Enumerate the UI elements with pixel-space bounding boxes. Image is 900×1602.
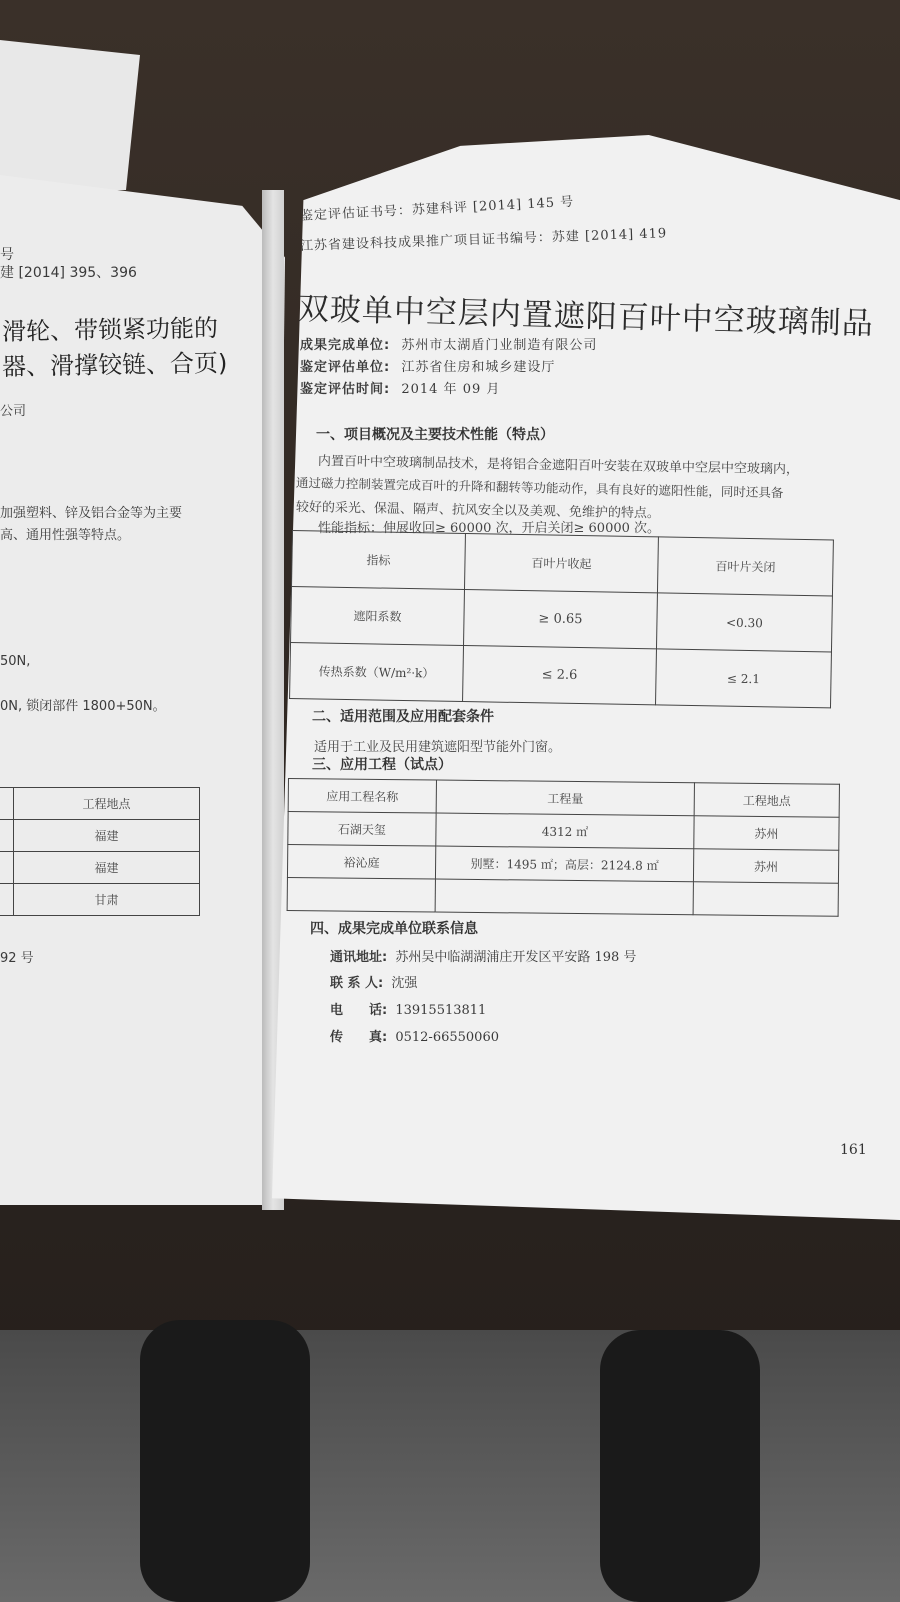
completion-unit-value: 苏州市太湖盾门业制造有限公司 [401, 338, 598, 353]
section-2-heading: 二、适用范围及应用配套条件 [312, 709, 494, 725]
proj-cell [435, 879, 693, 915]
completion-unit [300, 334, 597, 353]
perf-header-raised: 百叶片收起 [464, 534, 658, 593]
para-3: 较好的采光、保温、隔声、抗风安全以及美观、免维护的特点。 [295, 500, 661, 522]
perf-cell: <0.30 [656, 593, 832, 652]
right-foot [600, 1330, 760, 1602]
left-title-1: 滑轮、带锁紧功能的 [1, 314, 219, 346]
proj-header-location: 工程地点 [694, 783, 839, 818]
fax [330, 1026, 499, 1045]
proj-cell [287, 877, 435, 912]
perf-cell: ≤ 2.6 [463, 646, 657, 705]
perf-row-label: 传热系数（W/m²·k） [290, 642, 464, 701]
phone [330, 999, 486, 1018]
para-5: 适用于工业及民用建筑遮阳型节能外门窗。 [314, 740, 562, 755]
address-value: 苏州吴中临湖湖浦庄开发区平安路 198 号 [395, 950, 637, 965]
cert-number-1: 鉴定评估证书号：苏建科评 [2014] 145 号 [299, 194, 575, 224]
fax-value: 0512-66550060 [395, 1030, 499, 1045]
perf-cell: ≥ 0.65 [464, 590, 658, 649]
proj-cell: 4312 ㎡ [436, 813, 694, 849]
phone-value: 13915513811 [395, 1003, 487, 1018]
address [330, 946, 636, 965]
proj-header-amount: 工程量 [436, 780, 694, 816]
projects-table [287, 778, 840, 917]
proj-cell: 石湖天玺 [288, 812, 436, 847]
address-label: 通讯地址: [330, 950, 388, 965]
left-line-7: 0N, 锁闭部件 1800+50N。 [0, 699, 166, 714]
perf-row-label: 遮阳系数 [291, 587, 465, 646]
contact-value: 沈强 [391, 976, 418, 991]
para-1: 内置百叶中空玻璃制品技术，是将铝合金遮阳百叶安装在双玻单中空层中空玻璃内， [317, 454, 800, 478]
para-2: 通过磁力控制装置完成百叶的升降和翻转等功能动作，具有良好的遮阳性能，同时还具备 [295, 475, 784, 501]
eval-unit [300, 356, 555, 375]
proj-header-name: 应用工程名称 [288, 779, 436, 814]
left-title-2: 器、滑撑铰链、合页) [1, 349, 228, 381]
proj-cell: 裕沁庭 [287, 845, 435, 880]
para-4: 性能指标：伸展收回≥ 60000 次，开启关闭≥ 60000 次。 [318, 521, 661, 536]
perf-header-index: 指标 [292, 531, 466, 590]
left-table-header: 工程地点 [14, 788, 200, 820]
page-number: 161 [840, 1142, 867, 1158]
left-table-cell: 福建 [14, 820, 200, 852]
left-foot [140, 1320, 310, 1602]
proj-cell [693, 882, 838, 917]
eval-time-value: 2014 年 09 月 [401, 382, 501, 397]
left-line-6: 50N, [0, 654, 31, 669]
section-1-heading: 一、项目概况及主要技术性能（特点） [316, 427, 554, 443]
phone-label: 电 话: [330, 1003, 388, 1018]
contact-label: 联 系 人: [330, 976, 384, 991]
left-table-cell: 福建 [14, 852, 200, 884]
left-table-cell: 甘肃 [14, 884, 200, 916]
loose-paper [0, 40, 140, 190]
section-3-heading: 三、应用工程（试点） [312, 757, 452, 773]
perf-header-closed: 百叶片关闭 [657, 537, 833, 596]
proj-cell: 别墅：1495 ㎡；高层：2124.8 ㎡ [435, 846, 693, 882]
left-line-3: 公司 [0, 404, 27, 419]
left-line-2: 建 [2014] 395、396 [0, 265, 137, 281]
proj-cell: 苏州 [694, 816, 839, 851]
performance-table [289, 530, 834, 708]
left-line-4: 加强塑料、锌及铝合金等为主要 [0, 506, 183, 521]
proj-cell: 苏州 [693, 849, 838, 884]
section-4-heading: 四、成果完成单位联系信息 [310, 921, 478, 937]
eval-unit-label: 鉴定评估单位: [300, 360, 391, 375]
completion-unit-label: 成果完成单位: [300, 338, 391, 353]
left-line-8: 92 号 [0, 951, 34, 966]
floor [0, 1330, 900, 1602]
eval-unit-value: 江苏省住房和城乡建设厅 [401, 360, 556, 375]
left-line-5: 高、通用性强等特点。 [0, 528, 131, 543]
left-table [0, 787, 200, 916]
eval-time [300, 378, 500, 397]
cert-number-2: 江苏省建设科技成果推广项目证书编号：苏建 [2014] 419 [299, 226, 668, 254]
perf-cell: ≤ 2.1 [656, 649, 832, 708]
fax-label: 传 真: [330, 1030, 388, 1045]
contact [330, 972, 417, 991]
left-line-1: 号 [0, 247, 14, 263]
eval-time-label: 鉴定评估时间: [300, 382, 391, 397]
page-title: 双玻单中空层内置遮阳百叶中空玻璃制品 [297, 291, 875, 343]
